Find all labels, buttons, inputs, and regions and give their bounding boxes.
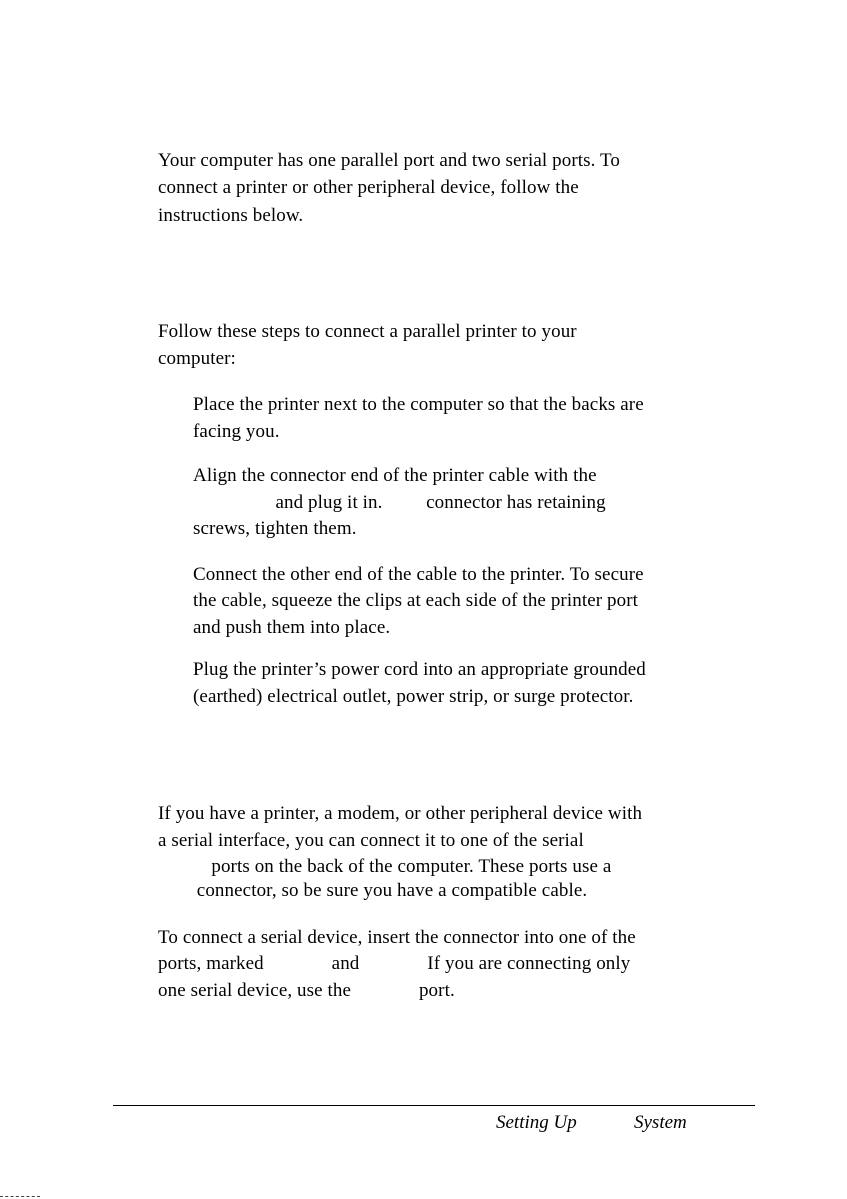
serial-connect-line-2: ports, marked and If you are connecting only xyxy=(158,953,631,974)
serial-line-3: ports on the back of the computer. These ports use a xyxy=(158,856,612,877)
footer-left-title: Setting Up xyxy=(496,1112,577,1133)
step-line: Place the printer next to the computer so that the backs are xyxy=(193,394,644,415)
step-line: (earthed) electrical outlet, power strip, or surge protector. xyxy=(193,686,634,707)
step-line: Connect the other end of the cable to the printer. To secure xyxy=(193,564,644,585)
step-line: and plug it in. connector has retaining xyxy=(193,492,606,513)
serial-line-4: connector, so be sure you have a compatible cable. xyxy=(158,880,588,901)
serial-connect-line-3: one serial device, use the port. xyxy=(158,980,455,1001)
intro-line-3: instructions below. xyxy=(158,205,304,226)
step-line: Align the connector end of the printer cable with the xyxy=(193,465,597,486)
serial-line-2: a serial interface, you can connect it to one of the serial xyxy=(158,830,584,851)
parallel-intro-line-2: computer: xyxy=(158,348,236,369)
footer-rule xyxy=(113,1105,755,1106)
intro-line-2: connect a printer or other peripheral device, follow the xyxy=(158,177,579,198)
step-line: screws, tighten them. xyxy=(193,518,357,539)
parallel-intro-line-1: Follow these steps to connect a parallel printer to your xyxy=(158,321,577,342)
step-line: the cable, squeeze the clips at each side of the printer port xyxy=(193,590,639,611)
step-line: facing you. xyxy=(193,421,280,442)
serial-line-1: If you have a printer, a modem, or other peripheral device with xyxy=(158,803,643,824)
intro-line-1: Your computer has one parallel port and two serial ports. To xyxy=(158,150,620,171)
footer-right-title: System xyxy=(634,1112,687,1133)
serial-connect-line-1: To connect a serial device, insert the connector into one of the xyxy=(158,927,636,948)
step-line: Plug the printer’s power cord into an appropriate grounded xyxy=(193,659,646,680)
step-line: and push them into place. xyxy=(193,617,391,638)
